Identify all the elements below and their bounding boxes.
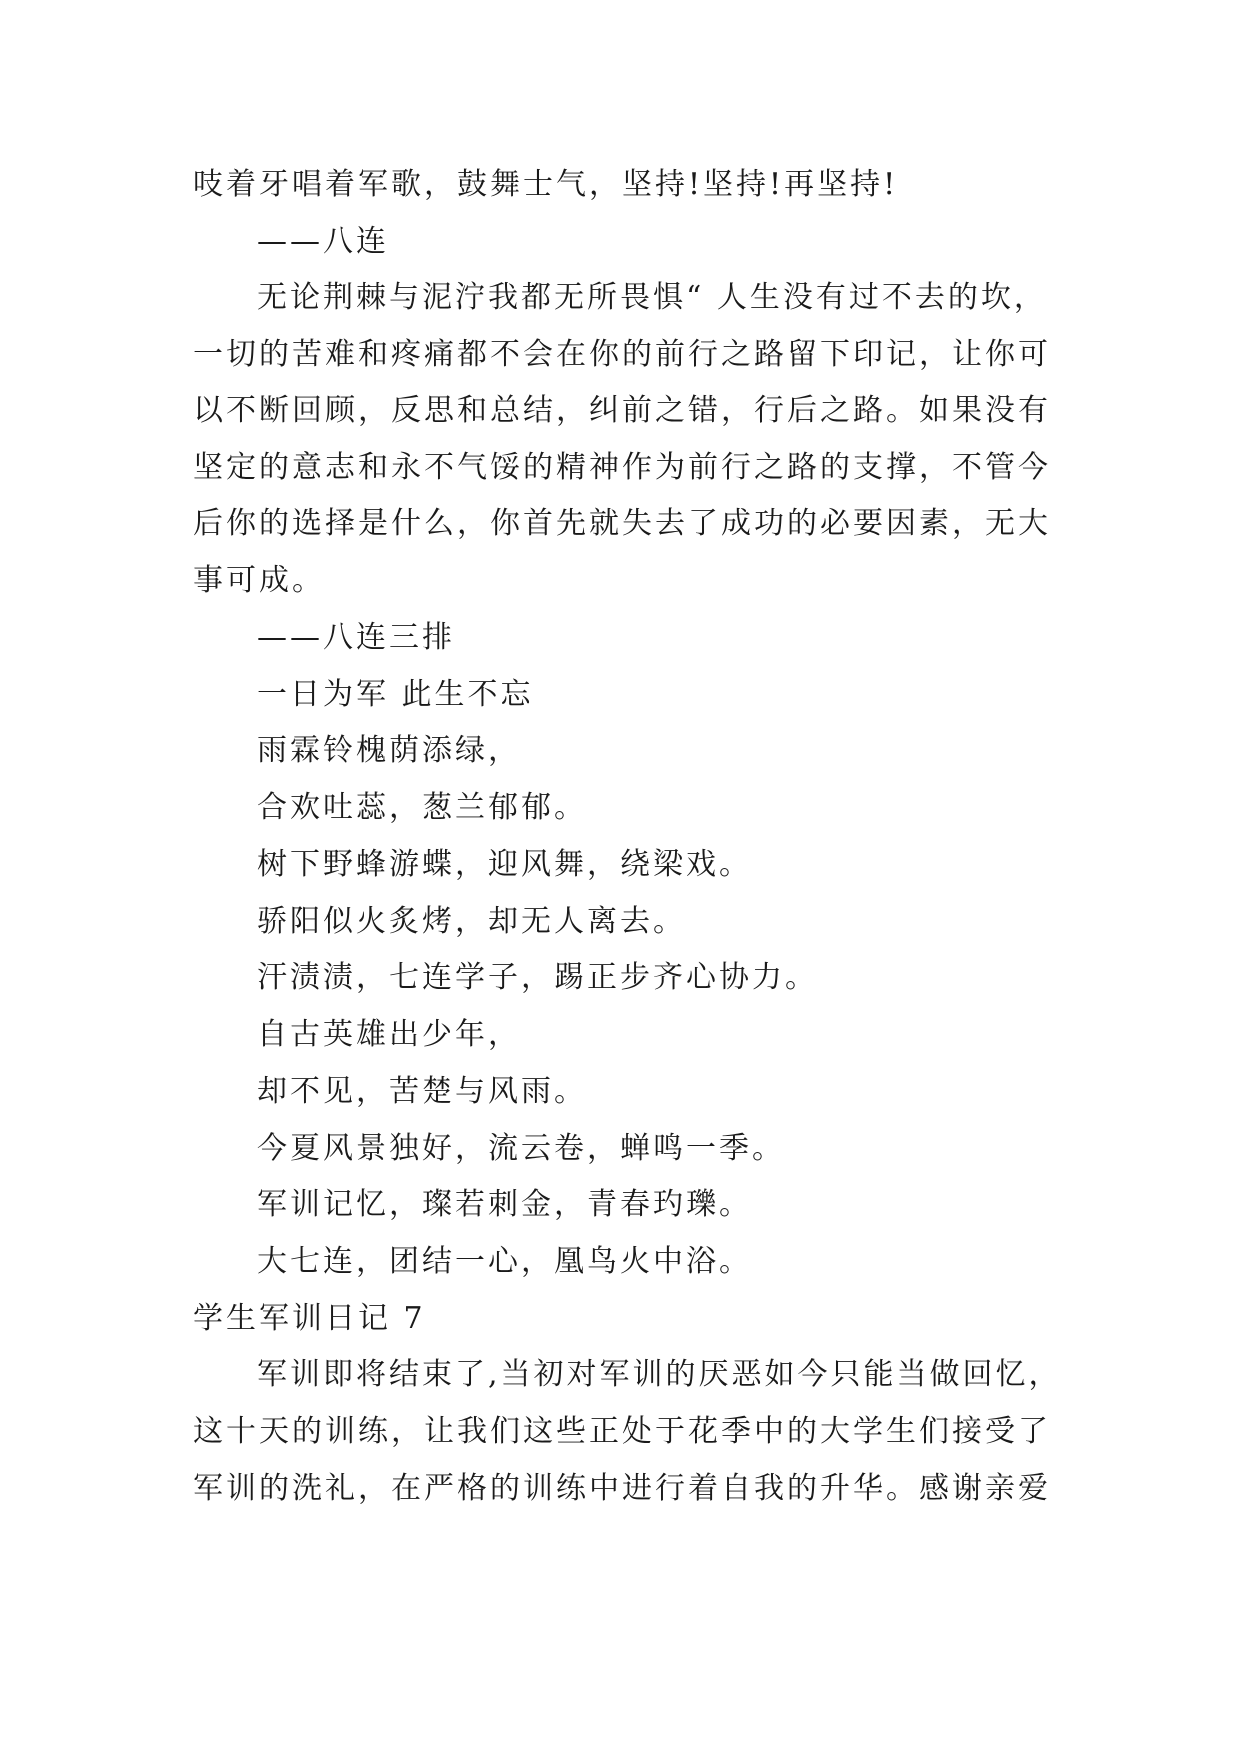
paragraph-line: 军训的洗礼，在严格的训练中进行着自我的升华。感谢亲爱 [193,1471,1051,1506]
poem-line: 军训记忆，璨若刺金，青春玓瓅。 [257,1187,752,1222]
paragraph-line: 一切的苦难和疼痛都不会在你的前行之路留下印记，让你可 [193,337,1051,372]
paragraph-line: 后你的选择是什么，你首先就失去了成功的必要因素，无大 [193,506,1051,541]
signature-line: ——八连三排 [257,620,455,655]
paragraph-line: 这十天的训练，让我们这些正处于花季中的大学生们接受了 [193,1414,1051,1449]
poem-line: 骄阳似火炙烤，却无人离去。 [257,904,686,939]
paragraph-line: 以不断回顾，反思和总结，纠前之错，行后之路。如果没有 [193,393,1051,428]
poem-line: 雨霖铃槐荫添绿， [257,733,521,768]
poem-line: 自古英雄出少年， [257,1017,521,1052]
poem-line: 今夏风景独好，流云卷，蝉鸣一季。 [257,1131,785,1166]
paragraph-line: 坚定的意志和永不气馁的精神作为前行之路的支撑，不管今 [193,450,1051,485]
section-heading: 学生军训日记 7 [193,1301,426,1336]
paragraph-line: 军训即将结束了,当初对军训的厌恶如今只能当做回忆， [257,1357,1062,1392]
poem-line: 汗渍渍，七连学子，踢正步齐心协力。 [257,960,818,995]
paragraph-line: 无论荆棘与泥泞我都无所畏惧“ 人生没有过不去的坎， [257,280,1047,315]
poem-title: 一日为军 此生不忘 [257,677,534,712]
paragraph-line: 吱着牙唱着军歌，鼓舞士气，坚持!坚持!再坚持! [193,167,899,202]
poem-line: 却不见，苦楚与风雨。 [257,1074,587,1109]
poem-line: 合欢吐蕊，葱兰郁郁。 [257,790,587,825]
poem-line: 树下野蜂游蝶，迎风舞，绕梁戏。 [257,847,752,882]
poem-line: 大七连，团结一心，凰鸟火中浴。 [257,1244,752,1279]
signature-line: ——八连 [257,224,389,259]
paragraph-line: 事可成。 [193,563,325,598]
